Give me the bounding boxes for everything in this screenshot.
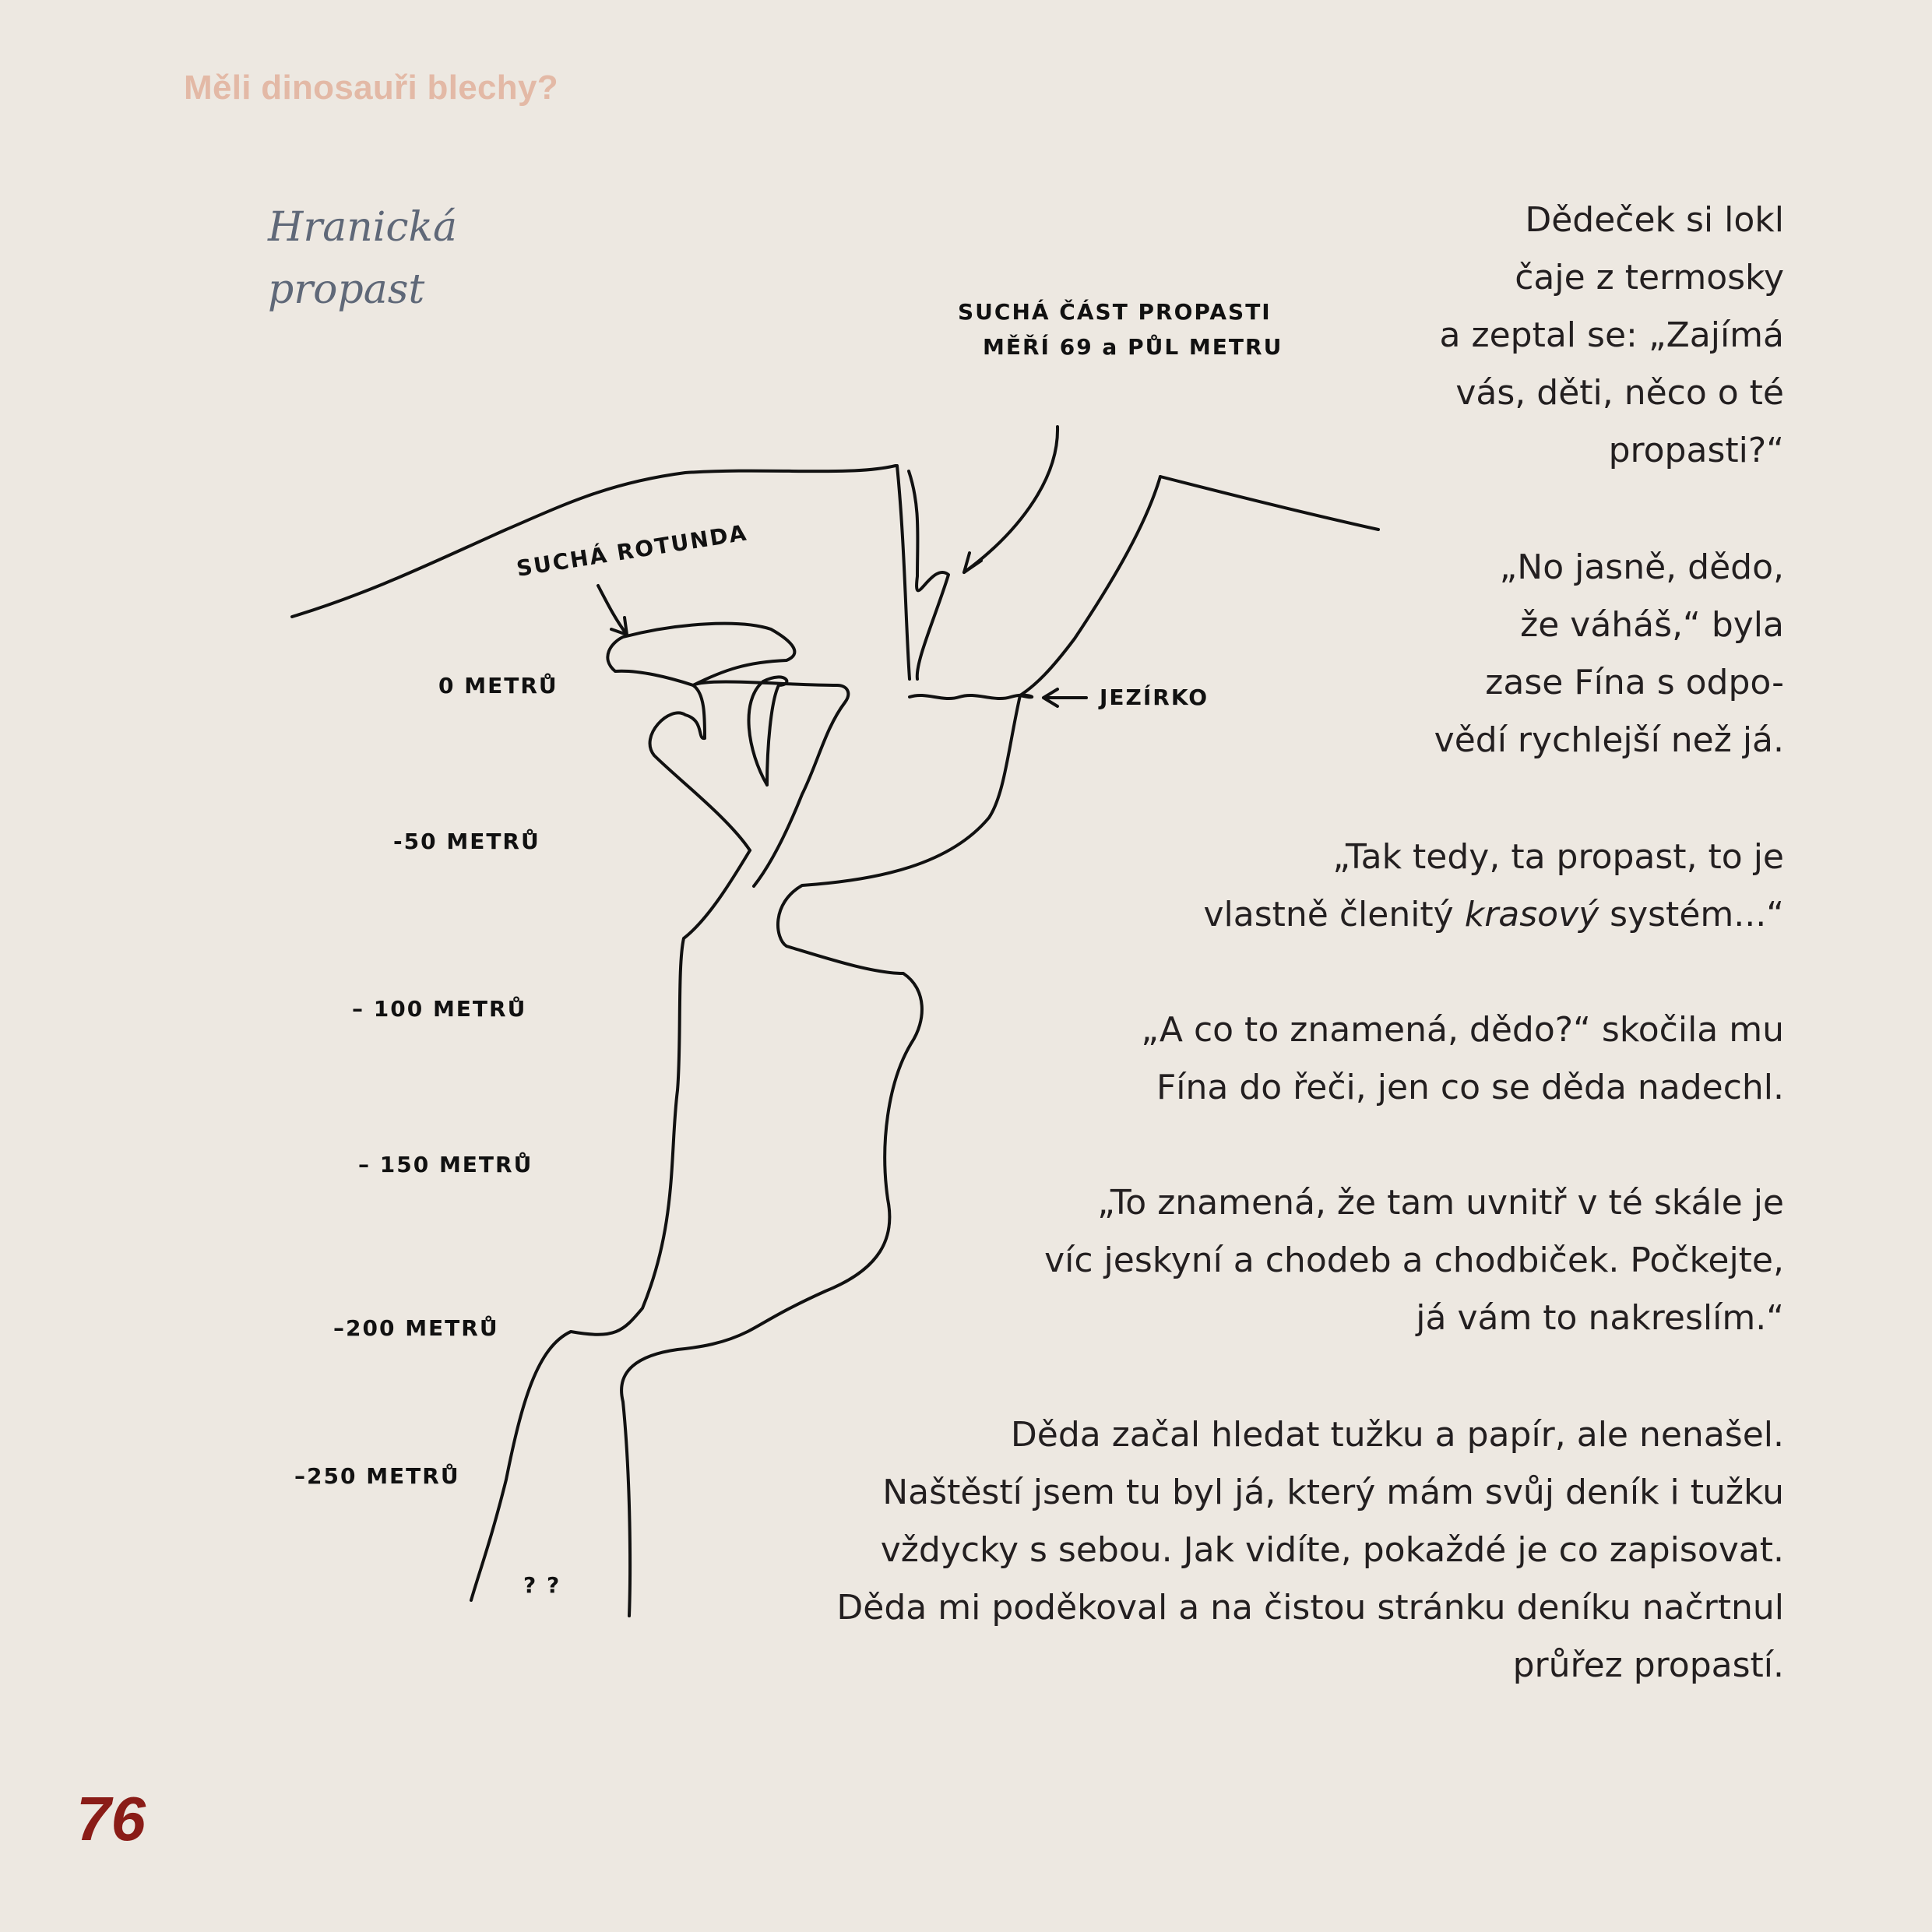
- text-fragment: vlastně členitý: [1203, 895, 1465, 934]
- inner-branch: [748, 677, 787, 785]
- text-line: Dědeček si lokl: [1525, 200, 1784, 240]
- note-line1: SUCHÁ ČÁST PROPASTI: [958, 299, 1272, 325]
- text-line: víc jeskyní a chodeb a chodbiček. Počkejte,: [1044, 1240, 1784, 1280]
- depth-label-50: -50 METRŮ: [393, 829, 540, 854]
- dry-part-arrow: [964, 427, 1057, 572]
- text-fragment: systém...“: [1599, 895, 1784, 934]
- paragraph-6: [836, 1406, 1784, 1694]
- paragraph-3: [1203, 829, 1784, 944]
- text-line: „To znamená, že tam uvnitř v té skále je: [1097, 1183, 1784, 1223]
- paragraph-1: [1440, 192, 1784, 480]
- note-line2: MĚŘÍ 69 a PŮL METRU: [983, 334, 1283, 360]
- text-line: „A co to znamená, dědo?“ skočila mu: [1141, 1010, 1784, 1050]
- dry-shaft-inner: [909, 471, 948, 679]
- dry-part-arrowhead: [964, 553, 981, 572]
- depth-label-200: –200 METRŮ: [333, 1315, 499, 1341]
- left-main-wall: [471, 850, 750, 1600]
- paragraph-2: [1434, 539, 1784, 769]
- text-line: [1203, 886, 1784, 944]
- unknown-depth-marks: ? ?: [523, 1572, 561, 1598]
- drawing-title-line1: Hranická: [268, 204, 457, 251]
- dry-shaft-wall: [897, 466, 910, 679]
- text-line: Děda mi poděkoval a na čistou stránku deníku načrtnul: [836, 1588, 1784, 1628]
- rotunda-arrow: [598, 586, 627, 635]
- italic-term: krasový: [1464, 895, 1599, 934]
- text-line: „No jasně, dědo,: [1499, 547, 1784, 587]
- text-line: čaje z termosky: [1515, 258, 1784, 297]
- paragraph-4: [1141, 1001, 1784, 1117]
- lake-surface: [910, 695, 1032, 699]
- depth-label-100: – 100 METRŮ: [352, 996, 527, 1022]
- text-line: vždycky s sebou. Jak vidíte, pokaždé je co zapisovat.: [880, 1530, 1784, 1570]
- text-line: a zeptal se: „Zajímá: [1439, 315, 1784, 355]
- text-line: Děda začal hledat tužku a papír, ale nenašel.: [1010, 1415, 1784, 1455]
- text-line: Naštěstí jsem tu byl já, který mám svůj deník i tužku: [882, 1473, 1784, 1512]
- page-number: 76: [76, 1784, 146, 1853]
- text-line: propasti?“: [1608, 431, 1784, 470]
- text-line: že váháš,“ byla: [1520, 605, 1784, 645]
- depth-label-0: 0 METRŮ: [438, 673, 558, 699]
- lake-label: JEZÍRKO: [1100, 684, 1209, 710]
- text-line: zase Fína s odpo-: [1485, 663, 1784, 702]
- drawing-title-line2: propast: [268, 266, 425, 313]
- depth-label-250: –250 METRŮ: [294, 1463, 460, 1489]
- text-line: Fína do řeči, jen co se děda nadechl.: [1156, 1068, 1784, 1107]
- text-line: „Tak tedy, ta propast, to je: [1332, 837, 1784, 877]
- paragraph-5: [1044, 1174, 1784, 1347]
- ground-line-right: [1160, 477, 1378, 530]
- rotunda-chamber: [607, 624, 794, 685]
- depth-label-150: – 150 METRŮ: [358, 1152, 533, 1177]
- text-line: já vám to nakreslím.“: [1416, 1298, 1784, 1338]
- rotunda-label: SUCHÁ ROTUNDA: [514, 519, 750, 582]
- text-line: vědí rychlejší než já.: [1434, 720, 1784, 760]
- running-title: Měli dinosauři blechy?: [184, 69, 558, 107]
- text-line: průřez propastí.: [1512, 1645, 1784, 1685]
- lake-arrow: [1043, 689, 1086, 706]
- ground-line-left: [292, 466, 896, 617]
- text-line: vás, děti, něco o té: [1455, 373, 1784, 413]
